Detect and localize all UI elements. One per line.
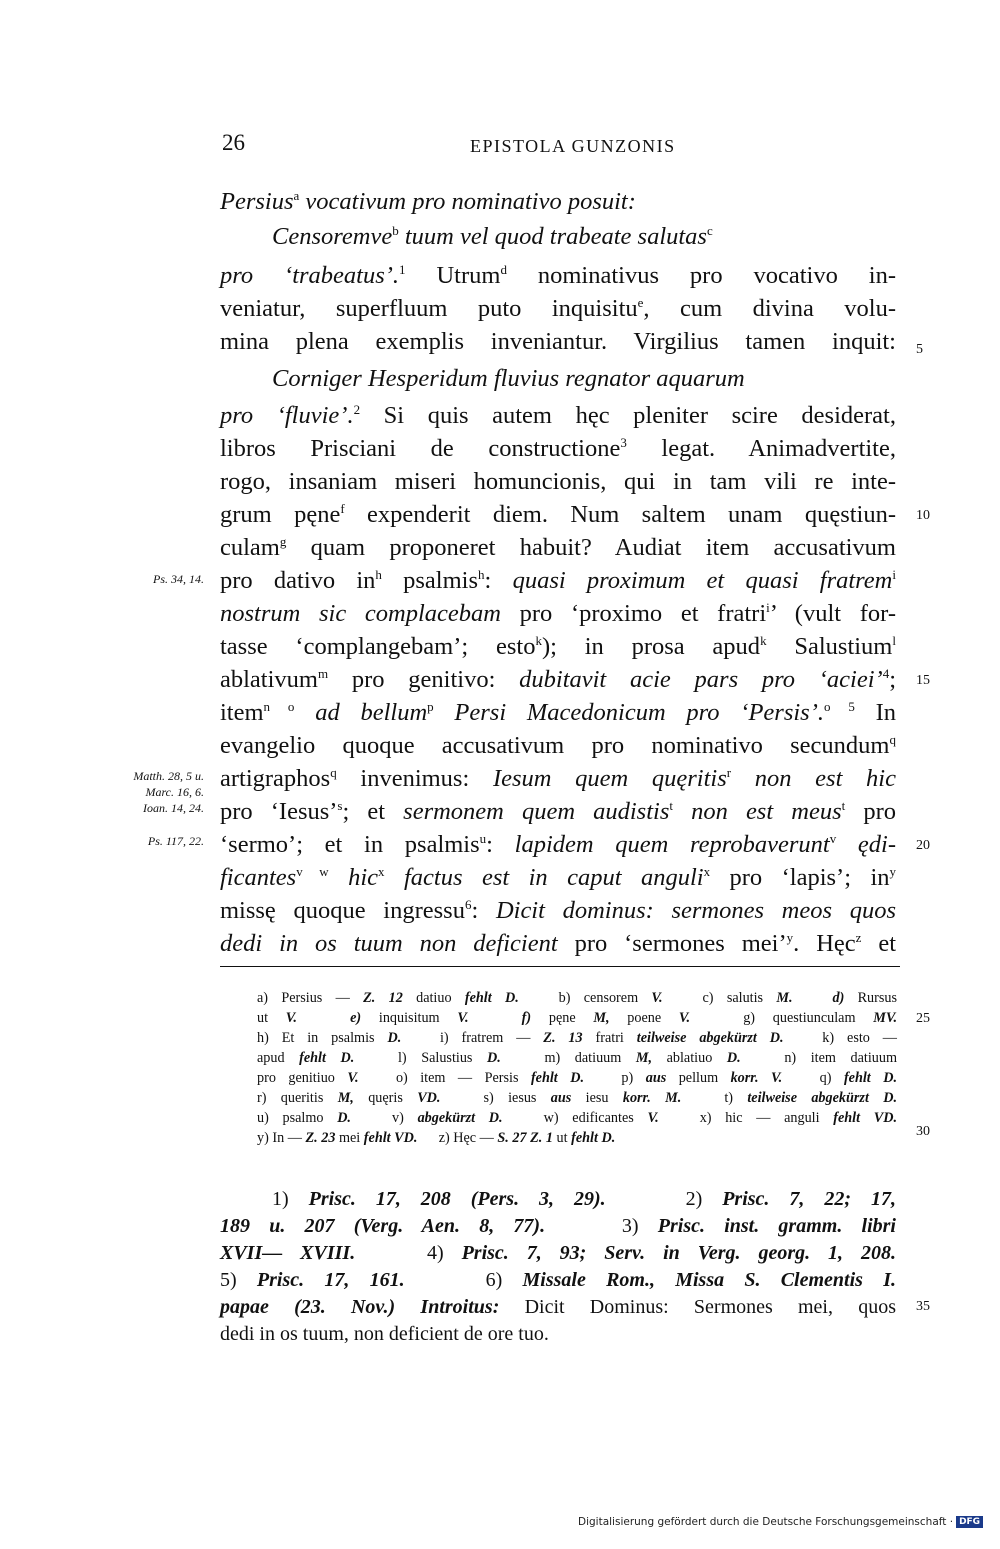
line-number: 10 bbox=[916, 508, 930, 523]
line-number: 5 bbox=[916, 342, 923, 357]
text-line: item$^{n o}$ ad bellum$^p$ Persi Macedonicum pro ‘Persis’.$^{o 5}$ In bbox=[220, 699, 897, 726]
credit-text: Digitalisierung gefördert durch die Deutsche Forschungsgemeinschaft · bbox=[578, 1516, 954, 1528]
text-line: ablativum$^m$ pro genitivo: dubitavit acie pars pro ‘aciei’$^4$; bbox=[220, 666, 897, 693]
text-line: Persius$^a$ vocativum pro nominativo posuit: bbox=[220, 188, 636, 215]
text-line: Censoremve$^b$ tuum vel quod trabeate salutas$^c$ bbox=[272, 223, 713, 250]
text-line: pro ‘Iesus’$^s$; et sermonem quem audistis$^t$ non est meus$^t$ pro bbox=[220, 798, 896, 825]
text-line: veniatur, superfluum puto inquisitu$^e$, cum divina volu- bbox=[220, 295, 896, 322]
apparatus-line: pro genitiuo V. o) item — Persis fehlt D. p) aus pellum korr. V. q) fehlt D. bbox=[257, 1070, 897, 1086]
text-line: culam$^g$ quam proponeret habuit? Audiat item accusativum bbox=[220, 534, 896, 561]
apparatus-line: a) Persius — Z. 12 datiuo fehlt D. b) censorem V. c) salutis M. d) Rursus bbox=[257, 990, 898, 1006]
line-number: 35 bbox=[916, 1299, 930, 1314]
text-line: ficantes$^{v w}$ hic$^x$ factus est in caput anguli$^x$ pro ‘lapis’; $in^y$ bbox=[220, 864, 896, 891]
margin-note: Ioan. 14, 24. bbox=[143, 801, 204, 815]
text-line: rogo, insaniam miseri homuncionis, qui in tam vili re inte- bbox=[220, 468, 896, 495]
text-line: dedi in os tuum non deficient pro ‘sermones mei’$^y$. Hęc$^z$ et bbox=[220, 930, 897, 957]
dfg-logo: DFG bbox=[956, 1516, 983, 1528]
text-line: libros Prisciani de constructione$^3$ legat. Animadvertite, bbox=[220, 435, 896, 462]
running-title: EPISTOLA GUNZONIS bbox=[470, 136, 676, 156]
note-line: 5) Prisc. 17, 161. 6) Missale Rom., Missa S. Clementis I. bbox=[220, 1269, 896, 1291]
line-number: 25 bbox=[916, 1011, 930, 1026]
digitization-credit bbox=[578, 1516, 983, 1528]
separator-rule bbox=[220, 966, 900, 967]
apparatus-line: r) queritis M, quęris VD. s) iesus aus iesu korr. M. t) teilweise abgekürzt D. bbox=[257, 1090, 898, 1106]
text-line: pro dativo $in^h$ psalmis$^h$: quasi proximum et quasi fratrem$^i$ bbox=[220, 567, 896, 594]
note-line: 189 u. 207 (Verg. Aen. 8, 77). 3) Prisc. inst. gramm. libri bbox=[220, 1215, 896, 1237]
text-line: nostrum sic complacebam pro ‘proximo et fratri$^i$’ (vult for- bbox=[220, 600, 896, 627]
text-line: missę quoque ingressu$^6$: Dicit dominus: sermones meos quos bbox=[220, 897, 896, 924]
note-line: XVII— XVIII. 4) Prisc. 7, 93; Serv. in Verg. georg. 1, 208. bbox=[220, 1242, 896, 1264]
margin-note: Ps. 34, 14. bbox=[153, 572, 204, 586]
apparatus-line: u) psalmo D. v) abgekürzt D. w) edificantes V. x) hic — anguli fehlt VD. bbox=[257, 1110, 897, 1126]
apparatus-line: y) In — Z. 23 mei fehlt VD. z) Hęc — S. 27 Z. 1 ut fehlt D. bbox=[257, 1130, 616, 1146]
text-line: mina plena exemplis inveniantur. Virgilius tamen inquit: bbox=[220, 328, 896, 355]
apparatus-line: apud fehlt D. l) Salustius D. m) datiuum M, ablatiuo D. n) item datiuum bbox=[257, 1050, 897, 1066]
text-line: ‘sermo’; et in psalmis$^u$: lapidem quem reprobaverunt$^v$ ędi- bbox=[220, 831, 897, 858]
margin-note: Ps. 117, 22. bbox=[147, 834, 204, 848]
text-line: pro ‘trabeatus’.$^1$ Utrum$^d$ nominativus pro vocativo in- bbox=[220, 262, 896, 289]
note-line: dedi in os tuum, non deficient de ore tuo. bbox=[220, 1323, 549, 1345]
text-line: tasse ‘complangebam’; esto$^k$); in prosa apud$^k$ Salustium$^l$ bbox=[220, 633, 896, 660]
apparatus-line: ut V. e) inquisitum V. f) pęne M, poene V. g) questiunculam MV. bbox=[257, 1010, 898, 1026]
note-line: papae (23. Nov.) Introitus: Dicit Dominus: Sermones mei, quos bbox=[220, 1296, 896, 1318]
text-line: grum pęne$^f$ expenderit diem. Num saltem unam quęstiun- bbox=[220, 501, 896, 528]
margin-note: Matth. 28, 5 u. bbox=[133, 769, 204, 783]
line-number: 30 bbox=[916, 1124, 930, 1139]
text-line: Corniger Hesperidum fluvius regnator aquarum bbox=[272, 365, 745, 392]
apparatus-line: h) Et in psalmis D. i) fratrem — Z. 13 fratri teilweise abgekürzt D. k) esto — bbox=[257, 1030, 897, 1046]
page-number: 26 bbox=[222, 130, 245, 155]
margin-note: Marc. 16, 6. bbox=[145, 785, 204, 799]
text-line: evangelio quoque accusativum pro nominativo secundum$^q$ bbox=[220, 732, 896, 759]
line-number: 15 bbox=[916, 673, 930, 688]
text-line: artigraphos$^q$ invenimus: Iesum quem quęritis$^r$ non est hic bbox=[220, 765, 896, 792]
line-number: 20 bbox=[916, 838, 930, 853]
text-line: pro ‘fluvie’.$^2$ Si quis autem hęc pleniter scire desiderat, bbox=[220, 402, 896, 429]
note-line: 1) Prisc. 17, 208 (Pers. 3, 29). 2) Prisc. 7, 22; 17, bbox=[272, 1188, 896, 1210]
